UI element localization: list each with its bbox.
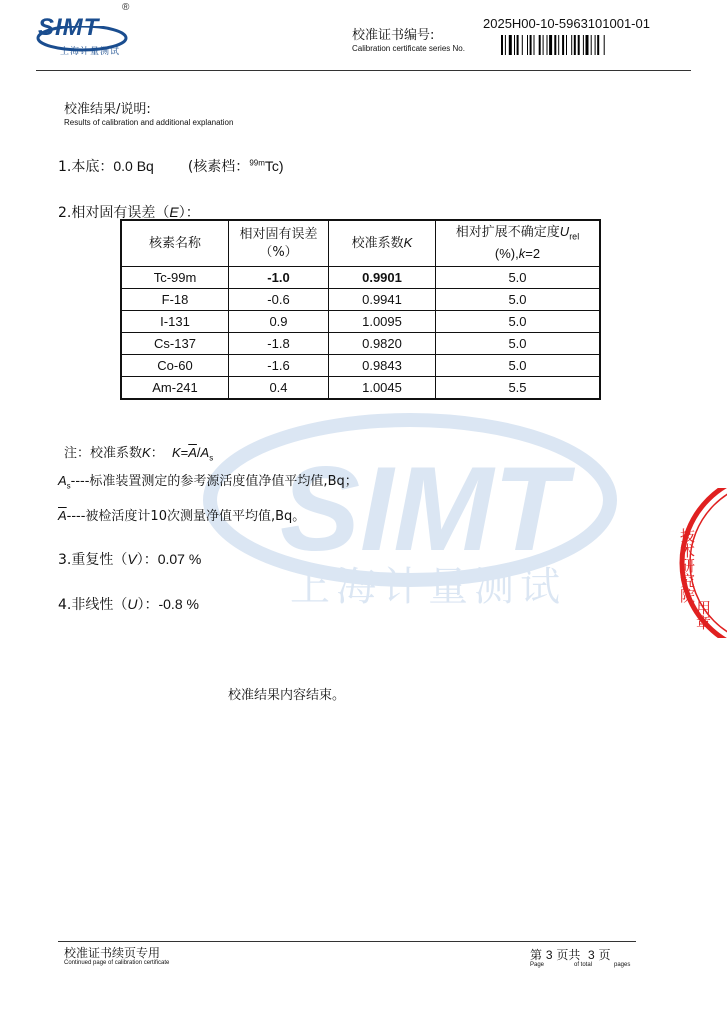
page-total: 3 (588, 948, 595, 962)
cell-uncertainty: 5.5 (436, 377, 601, 400)
cell-uncertainty: 5.0 (436, 267, 601, 289)
end-of-results: 校准结果内容结束。 (228, 688, 346, 703)
cell-nuclide: Co-60 (121, 355, 229, 377)
table-row (121, 333, 600, 355)
registered-mark: ® (122, 2, 130, 13)
cell-nuclide: F-18 (121, 289, 229, 311)
results-title-cn: 校准结果/说明: (64, 102, 151, 117)
header-uncertainty: 相对扩展不确定度$U_{rel}$ (%),k=2 (436, 220, 601, 267)
cell-coef: 0.9820 (329, 333, 436, 355)
table-header-row (121, 220, 600, 267)
cell-uncertainty: 5.0 (436, 311, 601, 333)
cell-coef: 0.9901 (329, 267, 436, 289)
table-row (121, 377, 600, 400)
cell-nuclide: I-131 (121, 311, 229, 333)
abar-definition: $\overline{A}----$被检活度计10次测量净值平均值,Bq。 (58, 508, 306, 524)
cell-error: -1.6 (229, 355, 329, 377)
watermark-text: SIMT (280, 442, 567, 576)
repeatability-line: 3.重复性（V）：0.07 % (58, 551, 202, 568)
nuclide-sup: 99m (249, 158, 265, 168)
seal-text: 技术研究院 (678, 528, 696, 603)
continued-page-cn: 校准证书续页专用 (64, 946, 161, 960)
cert-series-number: 2025H00-10-5963101001-01 (483, 16, 650, 31)
footer-divider (58, 941, 636, 942)
nuclide-prefix: (核素档： (187, 159, 250, 175)
header-error: 相对固有误差 （%） (229, 220, 329, 267)
table-row (121, 267, 600, 289)
nonlinearity-line: 4.非线性（U）：-0.8 % (58, 596, 199, 613)
nuclide-suffix: Tc) (264, 158, 284, 174)
cell-nuclide: Am-241 (121, 377, 229, 400)
header-coef: 校准系数K (329, 220, 436, 267)
table-row (121, 289, 600, 311)
background-line (58, 156, 284, 176)
background-label: 1.本底： (58, 159, 114, 175)
cell-coef: 1.0045 (329, 377, 436, 400)
background-value: 0.0 Bq (113, 158, 154, 174)
cell-nuclide: Cs-137 (121, 333, 229, 355)
cell-error: -1.0 (229, 267, 329, 289)
page-current: 3 (545, 948, 553, 962)
cell-error: -1.8 (229, 333, 329, 355)
cell-nuclide: Tc-99m (121, 267, 229, 289)
seal-bottom-text: 用章 (694, 600, 712, 630)
cert-series-label-en: Calibration certificate series No. (352, 44, 465, 53)
barcode (501, 35, 633, 55)
logo-subtext: 上海计量测试 (60, 47, 121, 57)
nonlinearity-value: -0.8 % (158, 596, 199, 612)
table-row (121, 355, 600, 377)
error-title: 2.相对固有误差（E）： (58, 204, 200, 221)
cell-coef: 1.0095 (329, 311, 436, 333)
note-line: 注：校准系数K： $K=\overline{A}/A_s$ (64, 445, 214, 463)
as-definition: $A_s----$标准装置测定的参考源活度值净值平均值,Bq； (58, 473, 358, 491)
official-seal (677, 488, 727, 638)
cell-coef: 0.9941 (329, 289, 436, 311)
header-divider (36, 70, 691, 71)
results-title-en: Results of calibration and additional explanation (64, 118, 234, 127)
header-nuclide: 核素名称 (121, 220, 229, 267)
page-number-cn: 第 3 页共 3 页 (530, 948, 611, 962)
table-row (121, 311, 600, 333)
cell-error: -0.6 (229, 289, 329, 311)
calibration-table (120, 219, 601, 400)
cert-series-label-cn: 校准证书编号: (352, 28, 435, 43)
cell-uncertainty: 5.0 (436, 333, 601, 355)
cell-error: 0.4 (229, 377, 329, 400)
continued-page-en: Continued page of calibration certificate (64, 960, 170, 966)
cell-uncertainty: 5.0 (436, 355, 601, 377)
simt-logo (36, 2, 136, 58)
logo-text: SIMT (38, 14, 100, 41)
cell-uncertainty: 5.0 (436, 289, 601, 311)
watermark-subtext: 上海计量测试 (290, 564, 566, 610)
cell-error: 0.9 (229, 311, 329, 333)
repeatability-value: 0.07 % (157, 551, 202, 567)
cell-coef: 0.9843 (329, 355, 436, 377)
